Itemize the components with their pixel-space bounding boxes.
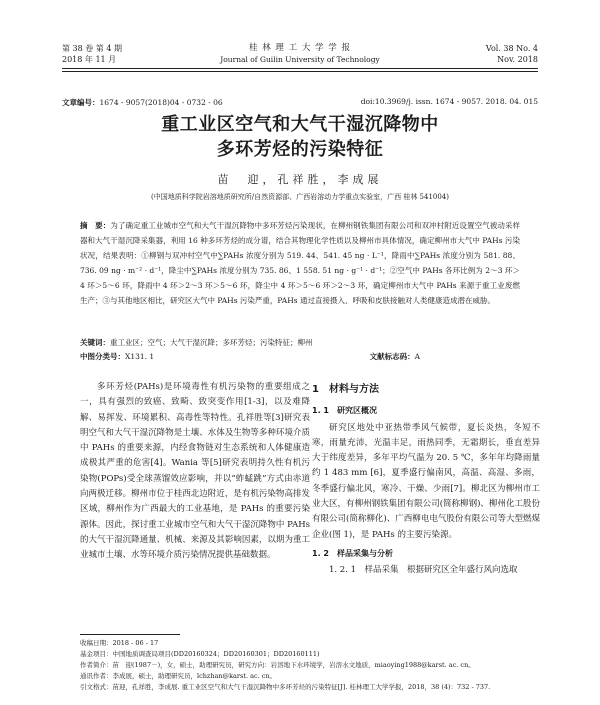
citation-format: 引文格式：苗迎，孔祥胜，李成展. 重工业区空气和大气干湿沉降物中多环芳烃的污染特征[J]. 桂林理工大学学报，2018，38 (4)：732 - 737.: [80, 683, 491, 691]
clc-number: X131. 1: [125, 352, 155, 361]
doc-code: A: [414, 352, 420, 361]
article-title: [62, 112, 538, 162]
received-date: 收稿日期：2018 - 06 - 17: [80, 639, 159, 647]
section-heading-methods: 1 材料与方法: [312, 384, 379, 395]
issue-date-en: Nov. 2018: [497, 55, 538, 64]
keywords-label: 关键词：: [80, 338, 110, 347]
funding: 基金项目：中国地质调查局项目(DD20160324；DD20160301；DD20160111): [80, 650, 320, 658]
volume-issue-en: Vol. 38 No. 4: [485, 44, 538, 53]
journal-volume-info-en: [486, 43, 538, 65]
article-number: 文章编号：1674 - 9057(2018)04 - 0732 - 06: [62, 98, 223, 107]
keywords-text: 重工业区；空气；大气干湿沉降；多环芳烃；污染特征；柳州: [110, 338, 313, 347]
footnote-rule: [80, 634, 180, 635]
first-author-bio: 作者简介：苗 迎(1987－)，女，硕士，助理研究员，研究方向：岩溶地下水环境学，岩溶水文地质，miaoying1988@karst. ac. cn。: [80, 661, 475, 669]
doc-code-label: 文献标志码：: [369, 352, 415, 361]
abstract-label: 摘 要：: [80, 221, 111, 230]
issue-date: 2018 年 11 月: [62, 55, 117, 64]
subsection-study-area: 1. 1 研究区概况: [312, 406, 377, 416]
volume-issue: 第 38 卷 第 4 期: [62, 44, 122, 53]
article-meta: [62, 97, 538, 108]
header-rule-top: [62, 68, 538, 69]
body-left-column: [80, 380, 310, 564]
title-line-1: 重工业区空气和大气干湿沉降物中: [161, 114, 439, 135]
keywords: [80, 336, 520, 349]
affiliation: (中国地质科学院岩溶地质研究所/自然资源部、广西岩溶动力学重点实验室，广西 桂林 541004): [151, 193, 449, 201]
abstract-text: 为了确定重工业城市空气和大气干湿沉降物中多环芳烃污染现状，在柳州钢铁集团有限公司和双冲村附近设置空气被动采样器和大气干湿沉降采集器，利用 16 种多环芳烃的成分谱，结合其物理化学性质以及柳州市具体情况，确定柳州市大气中 PAHs 污染状况，结果表明：①柳钢与双冲村空气中∑PAHs 浓度分别为 519. 44、541. 45 ng · L⁻¹，降雨中∑PAHs 浓度分别为 581. 88、736. 09 ng · m⁻² · d⁻¹，降尘中∑PAHs 浓度分别为 735. 86、1 558. 51 ng · g⁻¹ · d⁻¹；②空气中 PAHs 各环比例为 2～3 环＞4 环＞5～6 环，降雨中 4 环＞2～3 环＞5～6 环，降尘中 4 环＞5～6 环＞2～3 环，确定柳州市大气中 PAHs 来源于重工业废燃生产；③与其他地区相比，研究区大气中 PAHs 污染严重，PAHs 通过直接摄入、呼吸和皮肤接触对人类健康造成潜在威胁。: [80, 221, 521, 305]
authors: 苗 迎，孔祥胜，李成展: [217, 173, 383, 186]
doi: doi:10.3969/j. issn. 1674 - 9057. 2018. 04. 015: [360, 97, 538, 106]
footnotes: [80, 638, 538, 693]
abstract: [80, 218, 520, 308]
intro-paragraph: 多环芳烃(PAHs)是环境毒性有机污染物的重要组成之一，具有强烈的致癌、致畸、致突变作用[1-3]，以及难降解、易挥发、环境累积、高毒性等特性。孔祥胜等[3]研究表明空气和大气干湿沉降物是土壤、水体及生物等多种环境介质中 PAHs 的重要来源，内经食物链对生态系统和人体健康造成极其严重的危害[4]。Wania 等[5]研究表明持久性有机污染物(POPs)受全球蒸馏效应影响，并以“蚱蜢跳”方式由赤道向两极迁移。柳州市位于桂西北边附近，是有机污染物高排发区域，柳州作为广西最大的工业基地，是 PAHs 的重要污染源体。因此，探讨重工业城市空气和大气干湿沉降物中 PAHs 的大气干湿沉降通量、机械、来源及其影响因素，以期为重工业城市土壤、水等环境介质污染情况提供基础数据。: [80, 382, 310, 561]
study-area-paragraph: 研究区地处中亚热带季风气候带，夏长炎热，冬短不寒，雨量充沛，光温丰足，雨热同季，无霜期长，垂直差异大于纬度差异，多年平均气温为 20. 5 ℃，多年年均降雨量约 1 483 mm [6]，夏季盛行偏南风，高温、高湿、多雨，冬季盛行偏北风，寒冷、干燥、少雨[7]。柳北区为柳州市工业大区，有柳州钢铁集团有限公司(简称柳钢)、柳州化工股份有限公司(简称柳化)、广西柳电电气股份有限公司等大型燃煤企业(图 1)，是 PAHs 的主要污染源。: [312, 422, 540, 540]
journal-title: [170, 43, 430, 65]
header-rule-bottom: [62, 71, 538, 72]
sampling-paragraph: 1. 2. 1 样品采集 根据研究区全年盛行风向选取: [329, 565, 518, 576]
journal-title-cn: 桂 林 理 工 大 学 学 报: [249, 43, 351, 53]
corresponding-author: 通讯作者：李成展，硕士，助理研究员，lchzhan@karst. ac. cn。: [80, 672, 277, 680]
journal-volume-info: [62, 43, 122, 65]
journal-title-en: Journal of Guilin University of Technology: [220, 55, 380, 64]
clc-label: 中图分类号：: [80, 352, 125, 361]
body-right-column: [312, 380, 540, 579]
subsection-sampling: 1. 2 样品采集与分析: [312, 548, 393, 558]
classification: [80, 350, 520, 363]
title-line-2: 多环芳烃的污染特征: [216, 139, 384, 160]
